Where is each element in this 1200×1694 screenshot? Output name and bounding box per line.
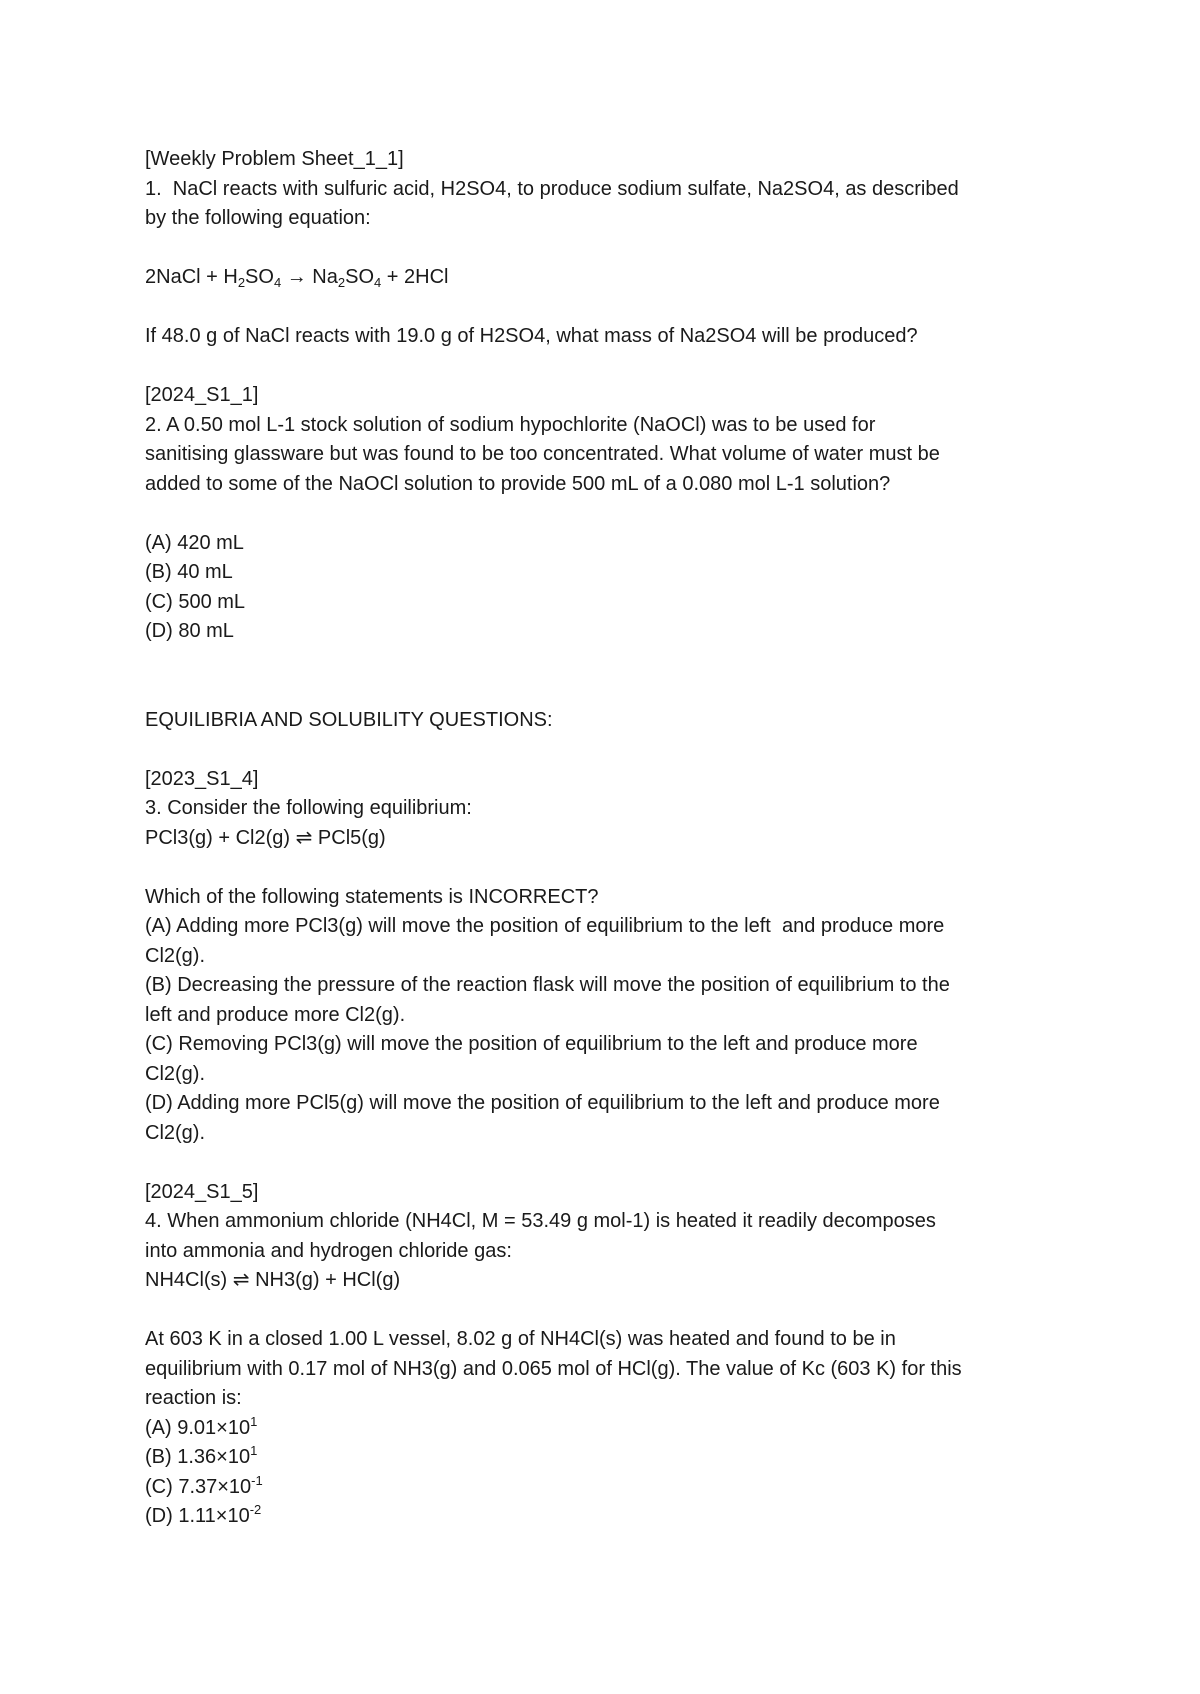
q3-option-line: (A) Adding more PCl3(g) will move the position of equilibrium to the left and produce more (145, 915, 945, 937)
q2-option-b: (B) 40 mL (145, 561, 233, 583)
q4-line-1: 4. When ammonium chloride (NH4Cl, M = 53.49 g mol-1) is heated it readily decomposes (145, 1210, 936, 1232)
spacer (145, 352, 1065, 382)
option-base: (D) 1.11×10 (145, 1505, 250, 1527)
spacer (145, 293, 1065, 323)
eq-part: 2NaCl + H (145, 266, 238, 288)
q4-body-line-3: reaction is: (145, 1387, 242, 1409)
spacer (145, 1296, 1065, 1326)
q2-option-a: (A) 420 mL (145, 531, 244, 554)
eq-subscript: 2 (337, 275, 346, 290)
eq-subscript: 4 (374, 275, 382, 290)
section-heading: EQUILIBRIA AND SOLUBILITY QUESTIONS: (145, 708, 553, 731)
q2-tag: [2024_S1_1] (145, 384, 259, 406)
q4-tag: [2024_S1_5] (145, 1180, 259, 1203)
q4-line-2: into ammonia and hydrogen chloride gas: (145, 1239, 512, 1262)
q2-line-2: sanitising glassware but was found to be too concentrated. What volume of water must be (145, 443, 940, 465)
spacer (145, 234, 1065, 264)
option-exponent: 1 (250, 1443, 258, 1458)
q3-option-line: Cl2(g). (145, 1062, 206, 1085)
option-base: (C) 7.37×10 (145, 1475, 252, 1498)
document-content (145, 145, 1065, 1532)
option-base: (A) 9.01×10 (145, 1416, 251, 1439)
spacer (145, 499, 1065, 529)
option-exponent: -1 (251, 1472, 263, 1488)
q1-text-line-1: 1. NaCl reacts with sulfuric acid, H2SO4, to produce sodium sulfate, Na2SO4, as described (145, 177, 959, 200)
spacer (145, 1148, 1065, 1178)
eq-part: SO (245, 266, 274, 288)
q1-equation (145, 263, 1065, 293)
q3-option-line: Cl2(g). (145, 1121, 206, 1144)
q4-option-c (145, 1473, 1065, 1503)
eq-part: → Na (281, 266, 338, 288)
q4-option-b (145, 1443, 1065, 1473)
q2-option-d: (D) 80 mL (145, 620, 234, 642)
option-exponent: -2 (249, 1502, 262, 1517)
option-base: (B) 1.36×10 (145, 1446, 251, 1468)
q3-option-line: (C) Removing PCl3(g) will move the position of equilibrium to the left and produce more (145, 1033, 918, 1055)
spacer (145, 853, 1065, 883)
q3-question: Which of the following statements is INCORRECT? (145, 885, 599, 908)
q2-line-1: 2. A 0.50 mol L-1 stock solution of sodium hypochlorite (NaOCl) was to be used for (145, 413, 876, 436)
eq-subscript: 2 (237, 275, 246, 290)
spacer (145, 647, 1065, 706)
q3-option-line: (B) Decreasing the pressure of the reaction flask will move the position of equilibrium to the (145, 974, 950, 996)
q3-intro: 3. Consider the following equilibrium: (145, 797, 472, 819)
spacer (145, 735, 1065, 765)
eq-subscript: 4 (273, 275, 282, 290)
eq-part: SO (345, 266, 375, 288)
q2-option-c: (C) 500 mL (145, 590, 246, 613)
q3-equation: PCl3(g) + Cl2(g) ⇌ PCl5(g) (145, 826, 386, 849)
q4-equation: NH4Cl(s) ⇌ NH3(g) + HCl(g) (145, 1269, 401, 1291)
q3-option-line: (D) Adding more PCl5(g) will move the position of equilibrium to the left and produce more (145, 1092, 940, 1114)
q1-text-line-2: by the following equation: (145, 207, 371, 229)
q3-option-line: Cl2(g). (145, 944, 206, 967)
q3-tag: [2023_S1_4] (145, 767, 259, 790)
q4-option-a (145, 1414, 1065, 1444)
q1-question: If 48.0 g of NaCl reacts with 19.0 g of H2SO4, what mass of Na2SO4 will be produced? (145, 325, 918, 347)
q2-line-3: added to some of the NaOCl solution to provide 500 mL of a 0.080 mol L-1 solution? (145, 472, 891, 495)
q4-body-line-1: At 603 K in a closed 1.00 L vessel, 8.02 g of NH4Cl(s) was heated and found to be in (145, 1328, 896, 1350)
q4-body-line-2: equilibrium with 0.17 mol of NH3(g) and 0.065 mol of HCl(g). The value of Kc (603 K) for this (145, 1357, 962, 1380)
q4-option-d (145, 1502, 1065, 1532)
option-exponent: 1 (250, 1413, 258, 1429)
sheet-title: [Weekly Problem Sheet_1_1] (145, 148, 404, 170)
q3-option-line: left and produce more Cl2(g). (145, 1003, 406, 1026)
eq-part: + 2HCl (381, 266, 449, 288)
